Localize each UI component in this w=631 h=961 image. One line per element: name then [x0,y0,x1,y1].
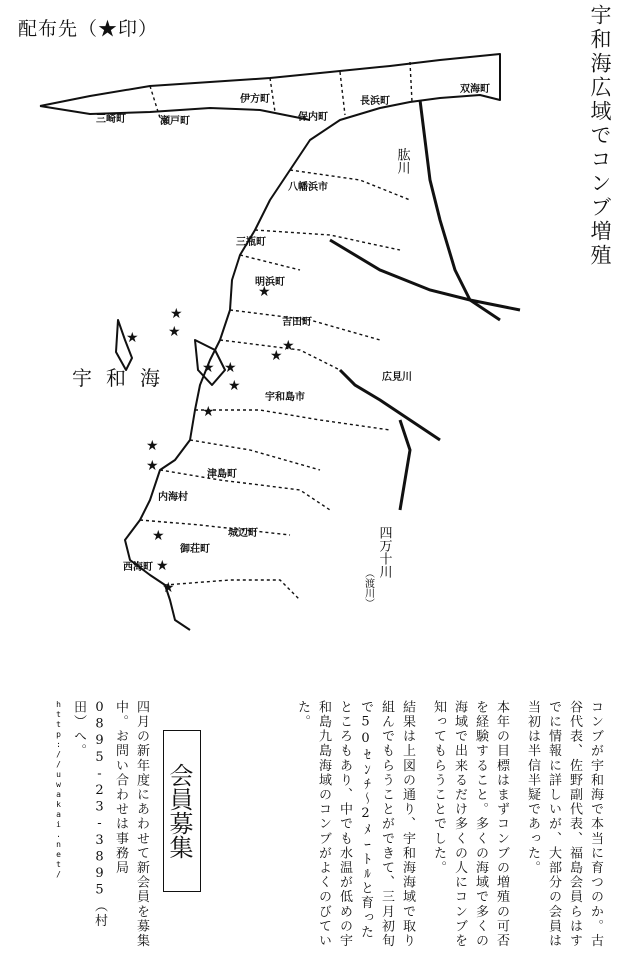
recruit-url: http://uwakai.net/ [54,700,63,880]
place-nishiumi: 西海町 [123,562,153,573]
map [0,40,531,670]
marker-star: ★ [202,404,215,420]
paragraph-3: 結果は上図の通り、宇和海海域で取り組んでもらうことができて、三月初旬で50ｾﾝﾁ～2ﾒｰﾄﾙと育ったところもあり、中でも水温が低めの宇和島九島海域のコンブがよくのびていた。 [295,700,415,949]
place-yoshida: 吉田町 [282,317,312,328]
recruit-heading: 会員募集 [163,730,201,892]
article-title: 宇和海広域でコンブ増殖 [588,4,612,268]
marker-star: ★ [228,378,241,394]
river-road [330,240,520,310]
marker-star: ★ [162,580,175,596]
place-tsushima: 津島町 [207,469,237,480]
place-nagahama: 長浜町 [360,96,390,107]
marker-star: ★ [126,330,139,346]
river-label-shimanto: 四万十川 [376,526,392,578]
place-misho: 御荘町 [180,544,210,555]
legend-label: 配布先（★印） [18,18,159,40]
river-label-hiji: 肱川 [394,148,410,174]
boundary [230,170,410,340]
place-akehama: 明浜町 [255,277,285,288]
place-misaki: 三崎町 [96,114,126,125]
paragraph-1: コンブが宇和海で本当に育つのか。古谷代表、佐野副代表、福島会員らはすでに情報に詳しいが、大部分の会員は当初は半信半疑であった。 [525,700,603,949]
marker-star: ★ [258,284,271,300]
marker-star: ★ [282,338,295,354]
marker-star: ★ [224,360,237,376]
paragraph-2: 本年の目標はまずコンブの増殖の可否を経験すること。多くの海域で多くの海域で出来るだけ多くの人にコンブを知ってもらうことでした。 [431,700,509,949]
place-mikame: 三瓶町 [236,237,266,248]
marker-star: ★ [202,360,215,376]
marker-star: ★ [146,438,159,454]
recruit-body: 四月の新年度にあわせて新会員を募集中。お問い合わせは事務局 0895-23-3895（村田）へ。 [71,700,149,949]
river-hiji [420,100,500,320]
marker-star: ★ [270,348,283,364]
place-seto: 瀬戸町 [160,116,190,127]
marker-star: ★ [152,528,165,544]
place-johen: 城辺町 [228,528,258,539]
place-yawatahama: 八幡浜市 [288,182,328,193]
place-hiromi-river: 広見川 [382,372,412,383]
article-body [166,700,606,950]
river-shimanto [400,420,410,510]
place-honai: 保内町 [298,112,328,123]
marker-star: ★ [156,558,169,574]
place-uwajima: 宇和島市 [265,392,305,403]
place-futami: 双海町 [460,84,490,95]
marker-star: ★ [170,306,183,322]
sea-label: 宇和海 [72,366,174,390]
river-label-note: （渡川） [362,568,374,608]
coastline [40,54,500,630]
marker-star: ★ [146,458,159,474]
marker-star: ★ [168,324,181,340]
place-uchiumi: 内海村 [158,492,188,503]
place-ikata: 伊方町 [240,94,270,105]
